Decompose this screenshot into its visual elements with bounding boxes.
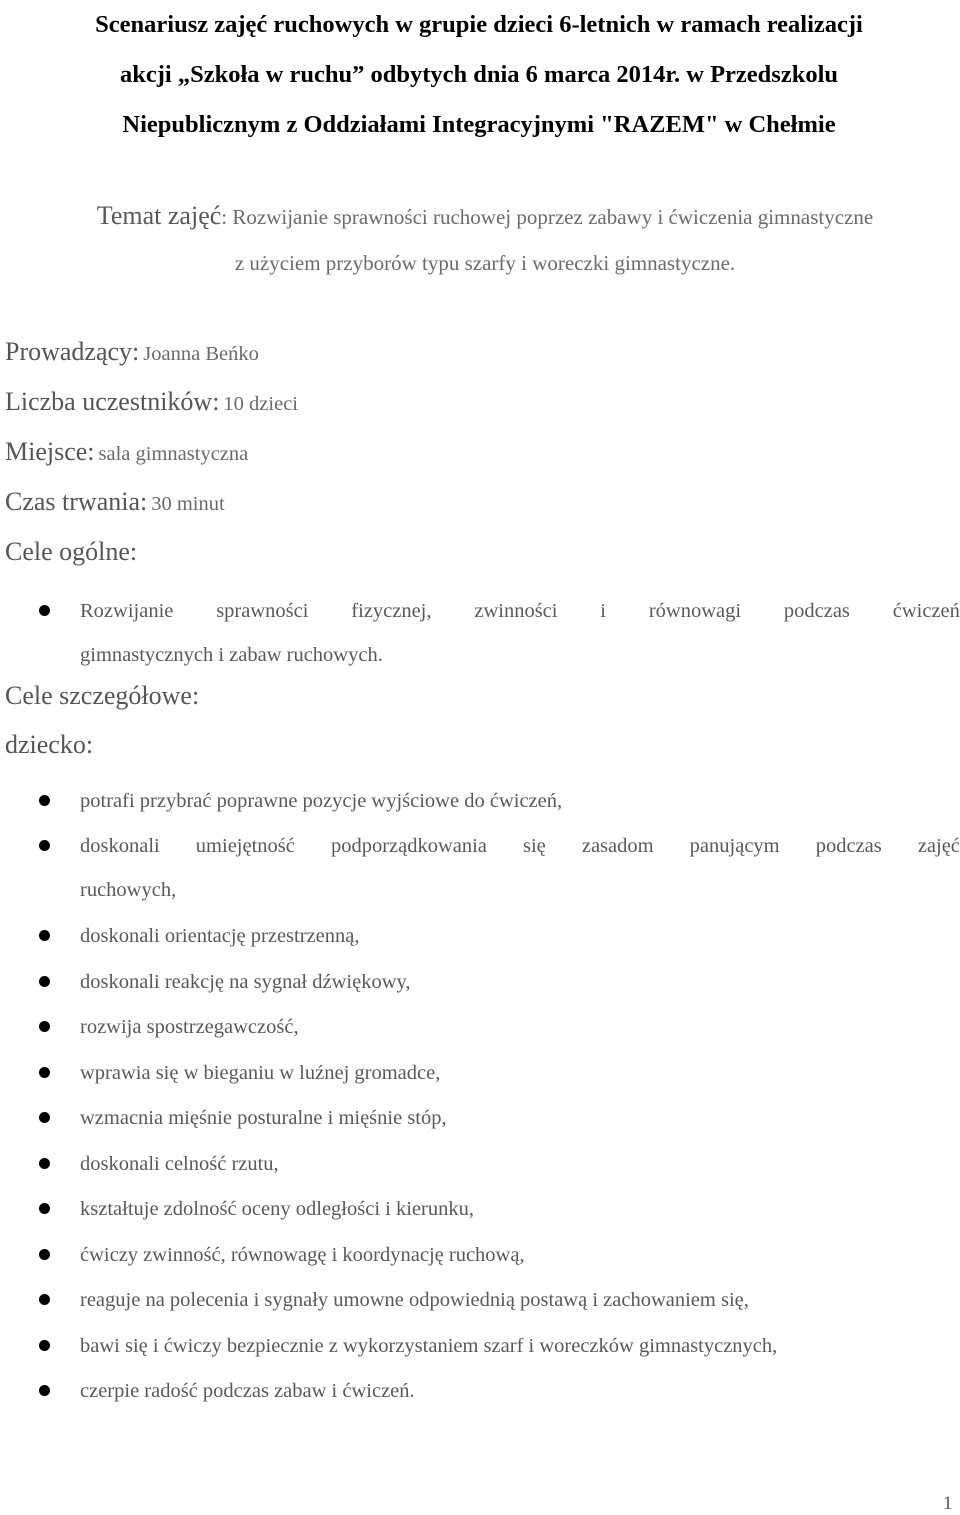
topic-label: Temat zajęć xyxy=(96,201,222,230)
specific-goal-text xyxy=(80,1187,960,1231)
bullet-icon xyxy=(39,1203,50,1214)
specific-goal-text xyxy=(80,1142,960,1186)
word: się xyxy=(523,835,546,857)
specific-goal-text xyxy=(80,1369,960,1413)
word: sprawności xyxy=(216,600,309,622)
word: i xyxy=(600,600,606,622)
specific-goal-text xyxy=(80,1324,960,1368)
leader-label: Prowadzący: xyxy=(5,337,140,366)
specific-goal-text xyxy=(80,824,960,912)
leader-value: Joanna Beńko xyxy=(143,343,259,365)
title-line-3: Niepublicznym z Oddziałami Integracyjnymi "RAZEM" w Chełmie xyxy=(122,111,836,138)
bullet-icon xyxy=(39,840,50,851)
specific-goal-text xyxy=(80,1051,960,1095)
word: równowagi xyxy=(648,600,742,622)
specific-goal-line: kształtuje zdolność oceny odległości i kierunku, xyxy=(80,1198,474,1220)
specific-goal-text xyxy=(80,779,960,823)
word: panującym xyxy=(689,835,780,857)
topic-line-1 xyxy=(14,193,956,240)
word: zajęć xyxy=(917,835,960,857)
word: Rozwijanie xyxy=(80,600,174,622)
specific-goal-line: wprawia się w bieganiu w luźnej gromadce, xyxy=(80,1062,441,1084)
word: podczas xyxy=(815,835,882,857)
bullet-icon xyxy=(39,1385,50,1396)
specific-goal-line: wzmacnia mięśnie posturalne i mięśnie stóp, xyxy=(80,1107,447,1129)
title-line-1: Scenariusz zajęć ruchowych w grupie dzieci 6-letnich w ramach realizacji xyxy=(95,11,863,38)
word: ćwiczeń xyxy=(892,600,960,622)
participants-row xyxy=(5,387,298,417)
duration-value: 30 minut xyxy=(151,493,225,515)
bullet-icon xyxy=(39,605,50,616)
word: doskonali xyxy=(80,835,160,857)
specific-goal-line: czerpie radość podczas zabaw i ćwiczeń. xyxy=(80,1380,415,1402)
word: podporządkowania xyxy=(330,835,487,857)
specific-goal-line: doskonali celność rzutu, xyxy=(80,1153,279,1175)
specific-goal-line: reaguje na polecenia i sygnały umowne odpowiednią postawą i zachowaniem się, xyxy=(80,1289,749,1311)
bullet-icon xyxy=(39,1021,50,1032)
specific-goal-line: potrafi przybrać poprawne pozycje wyjściowe do ćwiczeń, xyxy=(80,790,563,812)
participants-label: Liczba uczestników: xyxy=(5,387,220,416)
word: zwinności xyxy=(474,600,558,622)
topic-text-line-1: : Rozwijanie sprawności ruchowej poprzez zabawy i ćwiczenia gimnastyczne xyxy=(221,205,874,229)
place-value: sala gimnastyczna xyxy=(98,443,249,465)
general-goal-text xyxy=(80,589,960,677)
word: fizycznej, xyxy=(351,600,432,622)
general-goal-line-2: gimnastycznych i zabaw ruchowych. xyxy=(80,644,383,666)
duration-label: Czas trwania: xyxy=(5,487,148,516)
bullet-icon xyxy=(39,1249,50,1260)
word: podczas xyxy=(783,600,850,622)
word: zasadom xyxy=(581,835,654,857)
general-goal-line-1 xyxy=(80,589,960,633)
specific-goal-text xyxy=(80,1233,960,1277)
specific-goal-line: bawi się i ćwiczy bezpiecznie z wykorzystaniem szarf i woreczków gimnastycznych, xyxy=(80,1335,778,1357)
specific-goal-text xyxy=(80,1096,960,1140)
duration-row xyxy=(5,487,225,517)
bullet-icon xyxy=(39,976,50,987)
page-number: 1 xyxy=(943,1493,953,1514)
specific-goal-line: doskonali reakcję na sygnał dźwiękowy, xyxy=(80,971,411,993)
specific-goal-text xyxy=(80,1278,960,1322)
bullet-icon xyxy=(39,1294,50,1305)
specific-goal-line: rozwija spostrzegawczość, xyxy=(80,1016,299,1038)
specific-goal-line-1 xyxy=(80,824,960,868)
bullet-icon xyxy=(39,1067,50,1078)
place-row xyxy=(5,437,248,467)
specific-goal-text xyxy=(80,960,960,1004)
general-goals-heading: Cele ogólne: xyxy=(5,537,138,566)
document-title xyxy=(4,0,954,150)
bullet-icon xyxy=(39,795,50,806)
specific-goal-line: ćwiczy zwinność, równowagę i koordynację ruchową, xyxy=(80,1244,525,1266)
leader-row xyxy=(5,337,259,367)
specific-goal-line-2: ruchowych, xyxy=(80,879,177,901)
specific-goal-line: doskonali orientację przestrzenną, xyxy=(80,925,360,947)
bullet-icon xyxy=(39,930,50,941)
place-label: Miejsce: xyxy=(5,437,95,466)
topic-text-line-2: z użyciem przyborów typu szarfy i woreczki gimnastyczne. xyxy=(234,251,736,275)
participants-value: 10 dzieci xyxy=(223,393,298,415)
bullet-icon xyxy=(39,1158,50,1169)
specific-goals-heading: Cele szczegółowe: xyxy=(5,681,200,710)
specific-goal-text xyxy=(80,914,960,958)
lesson-topic xyxy=(14,193,956,286)
bullet-icon xyxy=(39,1112,50,1123)
title-line-2: akcji „Szkoła w ruchu” odbytych dnia 6 marca 2014r. w Przedszkolu xyxy=(119,61,839,88)
bullet-icon xyxy=(39,1340,50,1351)
specific-goal-text xyxy=(80,1005,960,1049)
word: umiejętność xyxy=(195,835,295,857)
specific-goals-subject: dziecko: xyxy=(5,730,94,759)
